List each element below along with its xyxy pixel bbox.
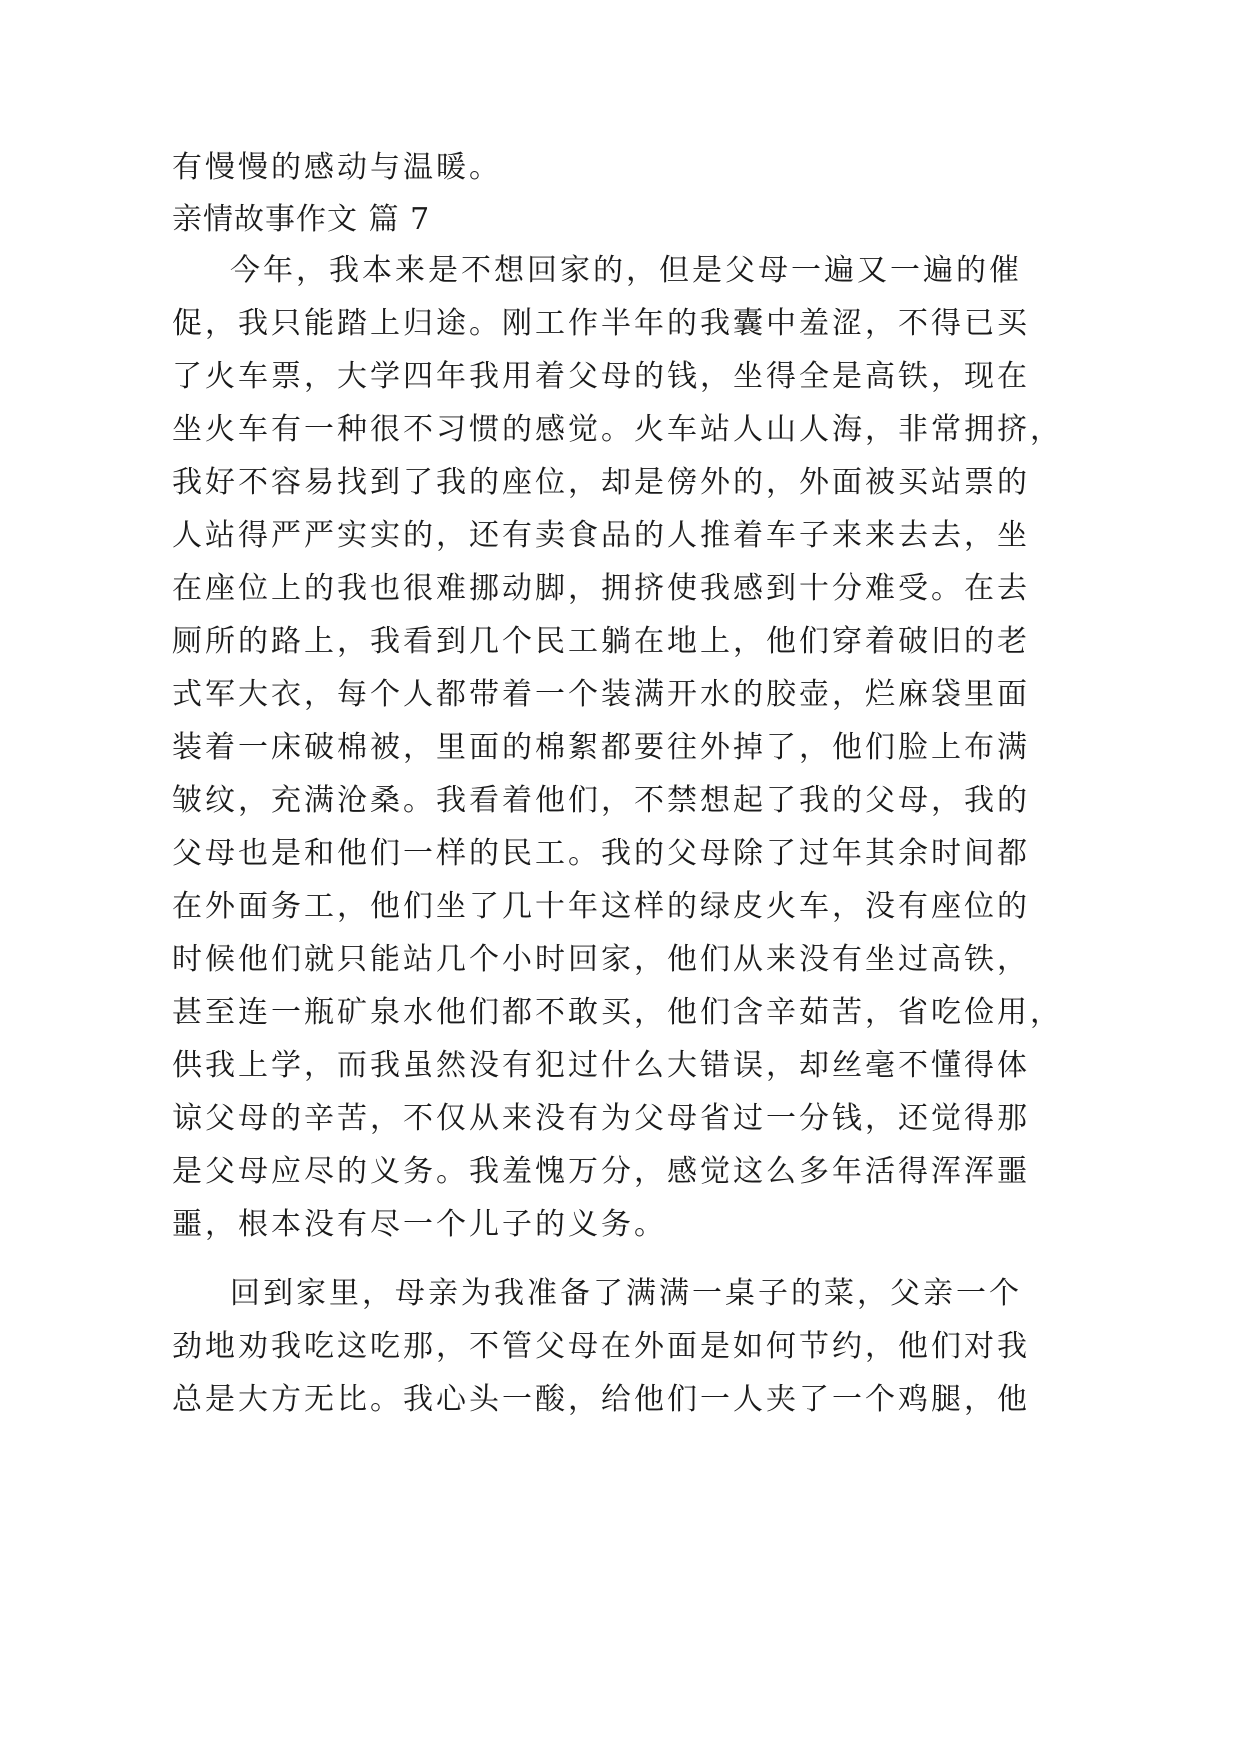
- carryover-line: 有慢慢的感动与温暖。: [172, 150, 502, 185]
- paragraph-line: 坐火车有一种很不习惯的感觉。火车站人山人海，非常拥挤，: [172, 412, 1063, 447]
- paragraph-line: 今年，我本来是不想回家的，但是父母一遍又一遍的催: [230, 253, 1022, 288]
- paragraph-line: 噩，根本没有尽一个儿子的义务。: [172, 1207, 667, 1242]
- paragraph-line: 是父母应尽的义务。我羞愧万分，感觉这么多年活得浑浑噩: [172, 1154, 1030, 1189]
- paragraph-line: 谅父母的辛苦，不仅从来没有为父母省过一分钱，还觉得那: [172, 1101, 1030, 1136]
- paragraph-line: 时候他们就只能站几个小时回家，他们从来没有坐过高铁，: [172, 942, 1030, 977]
- paragraph-line: 厕所的路上，我看到几个民工躺在地上，他们穿着破旧的老: [172, 624, 1030, 659]
- paragraph-line: 皱纹，充满沧桑。我看着他们，不禁想起了我的父母，我的: [172, 783, 1030, 818]
- paragraph-line: 在座位上的我也很难挪动脚，拥挤使我感到十分难受。在去: [172, 571, 1030, 606]
- section-title: 亲情故事作文 篇 7: [172, 202, 431, 237]
- paragraph-line: 父母也是和他们一样的民工。我的父母除了过年其余时间都: [172, 836, 1030, 871]
- paragraph-line: 我好不容易找到了我的座位，却是傍外的，外面被买站票的: [172, 465, 1030, 500]
- paragraph-line: 式军大衣，每个人都带着一个装满开水的胶壶，烂麻袋里面: [172, 677, 1030, 712]
- paragraph-line: 人站得严严实实的，还有卖食品的人推着车子来来去去，坐: [172, 518, 1030, 553]
- paragraph-line: 劲地劝我吃这吃那，不管父母在外面是如何节约，他们对我: [172, 1329, 1030, 1364]
- paragraph-line: 了火车票，大学四年我用着父母的钱，坐得全是高铁，现在: [172, 359, 1030, 394]
- paragraph-line: 回到家里，母亲为我准备了满满一桌子的菜，父亲一个: [230, 1276, 1022, 1311]
- paragraph-line: 供我上学，而我虽然没有犯过什么大错误，却丝毫不懂得体: [172, 1048, 1030, 1083]
- paragraph-line: 装着一床破棉被，里面的棉絮都要往外掉了，他们脸上布满: [172, 730, 1030, 765]
- paragraph-line: 总是大方无比。我心头一酸，给他们一人夹了一个鸡腿，他: [172, 1382, 1030, 1417]
- paragraph-line: 促，我只能踏上归途。刚工作半年的我囊中羞涩，不得已买: [172, 306, 1030, 341]
- paragraph-line: 甚至连一瓶矿泉水他们都不敢买，他们含辛茹苦，省吃俭用，: [172, 995, 1063, 1030]
- paragraph-line: 在外面务工，他们坐了几十年这样的绿皮火车，没有座位的: [172, 889, 1030, 924]
